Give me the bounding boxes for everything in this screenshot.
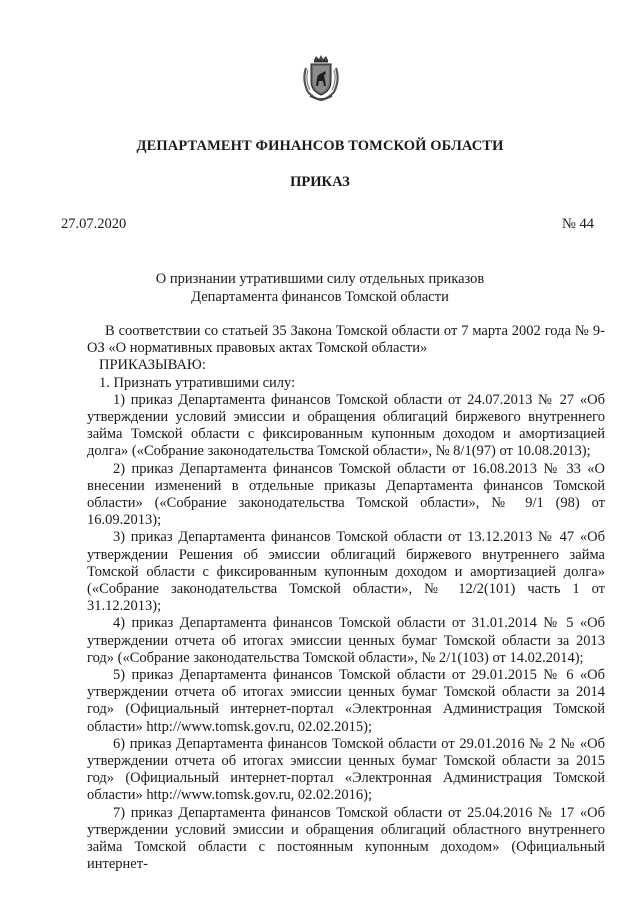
list-item: 5) приказ Департамента финансов Томской области от 29.01.2015 № 6 «Об утверждении отчета об итогах эмиссии ценных бумаг Томской области за 2014 год» (Официальный интернет-портал «Электронная Администрация Томской области» http://www.tomsk.gov.ru, 02.02.2015);: [87, 667, 605, 735]
list-item: 3) приказ Департамента финансов Томской области от 13.12.2013 № 47 «Об утверждении Решения об эмиссии облигаций биржевого внутреннего займа Томской области с фиксированным купонным доходом и амортизацией долга» («Собрание законодательства Томской области», № 12/2(101) часть 1 от 31.12.2013);: [87, 529, 605, 615]
subject-line-1: О признании утратившими силу отдельных приказов: [155, 271, 485, 287]
coat-of-arms-icon: [300, 54, 342, 102]
document-subject: [0, 270, 640, 306]
list-item: 4) приказ Департамента финансов Томской области от 31.01.2014 № 5 «Об утверждении отчета об итогах эмиссии ценных бумаг Томской области за 2013 год» («Собрание законодательства Томской области», № 2/1(103) от 14.02.2014);: [87, 615, 605, 666]
document-type: ПРИКАЗ: [290, 174, 350, 190]
organization-name: ДЕПАРТАМЕНТ ФИНАНСОВ ТОМСКОЙ ОБЛАСТИ: [136, 138, 504, 154]
list-item: 2) приказ Департамента финансов Томской области от 16.08.2013 № 33 «О внесении изменений в отдельные приказы Департамента финансов Томской области» («Собрание законодательства Томской области», № 9/1 (98) от 16.09.2013);: [87, 460, 605, 529]
subject-line-2: Департамента финансов Томской области: [191, 289, 449, 305]
document-body: [87, 323, 605, 874]
point-1: 1. Признать утратившими силу:: [99, 374, 296, 391]
order-word: ПРИКАЗЫВАЮ:: [99, 357, 206, 374]
list-item: 7) приказ Департамента финансов Томской области от 25.04.2016 № 17 «Об утверждении условий эмиссии и обращения облигаций областного внутреннего займа Томской области с постоянным купонным доходом» (Официальный интернет-: [87, 804, 605, 873]
document-number: № 44: [562, 216, 594, 232]
document-date: 27.07.2020: [61, 216, 127, 232]
preamble-paragraph: В соответствии со статьей 35 Закона Томской области от 7 марта 2002 года № 9-ОЗ «О нормативных правовых актах Томской области»: [87, 323, 605, 357]
list-item: 1) приказ Департамента финансов Томской области от 24.07.2013 № 27 «Об утверждении условий эмиссии и обращения облигаций биржевого внутреннего займа Томской области с фиксированным купонным доходом и амортизацией долга» («Собрание законодательства Томской области», № 8/1(97) от 10.08.2013);: [87, 391, 605, 460]
list-item: 6) приказ Департамента финансов Томской области от 29.01.2016 № 2 № «Об утверждении отчета об итогах эмиссии ценных бумаг Томской области за 2015 год» (Официальный интернет-портал «Электронная Администрация Томской области» http://www.tomsk.gov.ru, 02.02.2016);: [87, 735, 605, 804]
